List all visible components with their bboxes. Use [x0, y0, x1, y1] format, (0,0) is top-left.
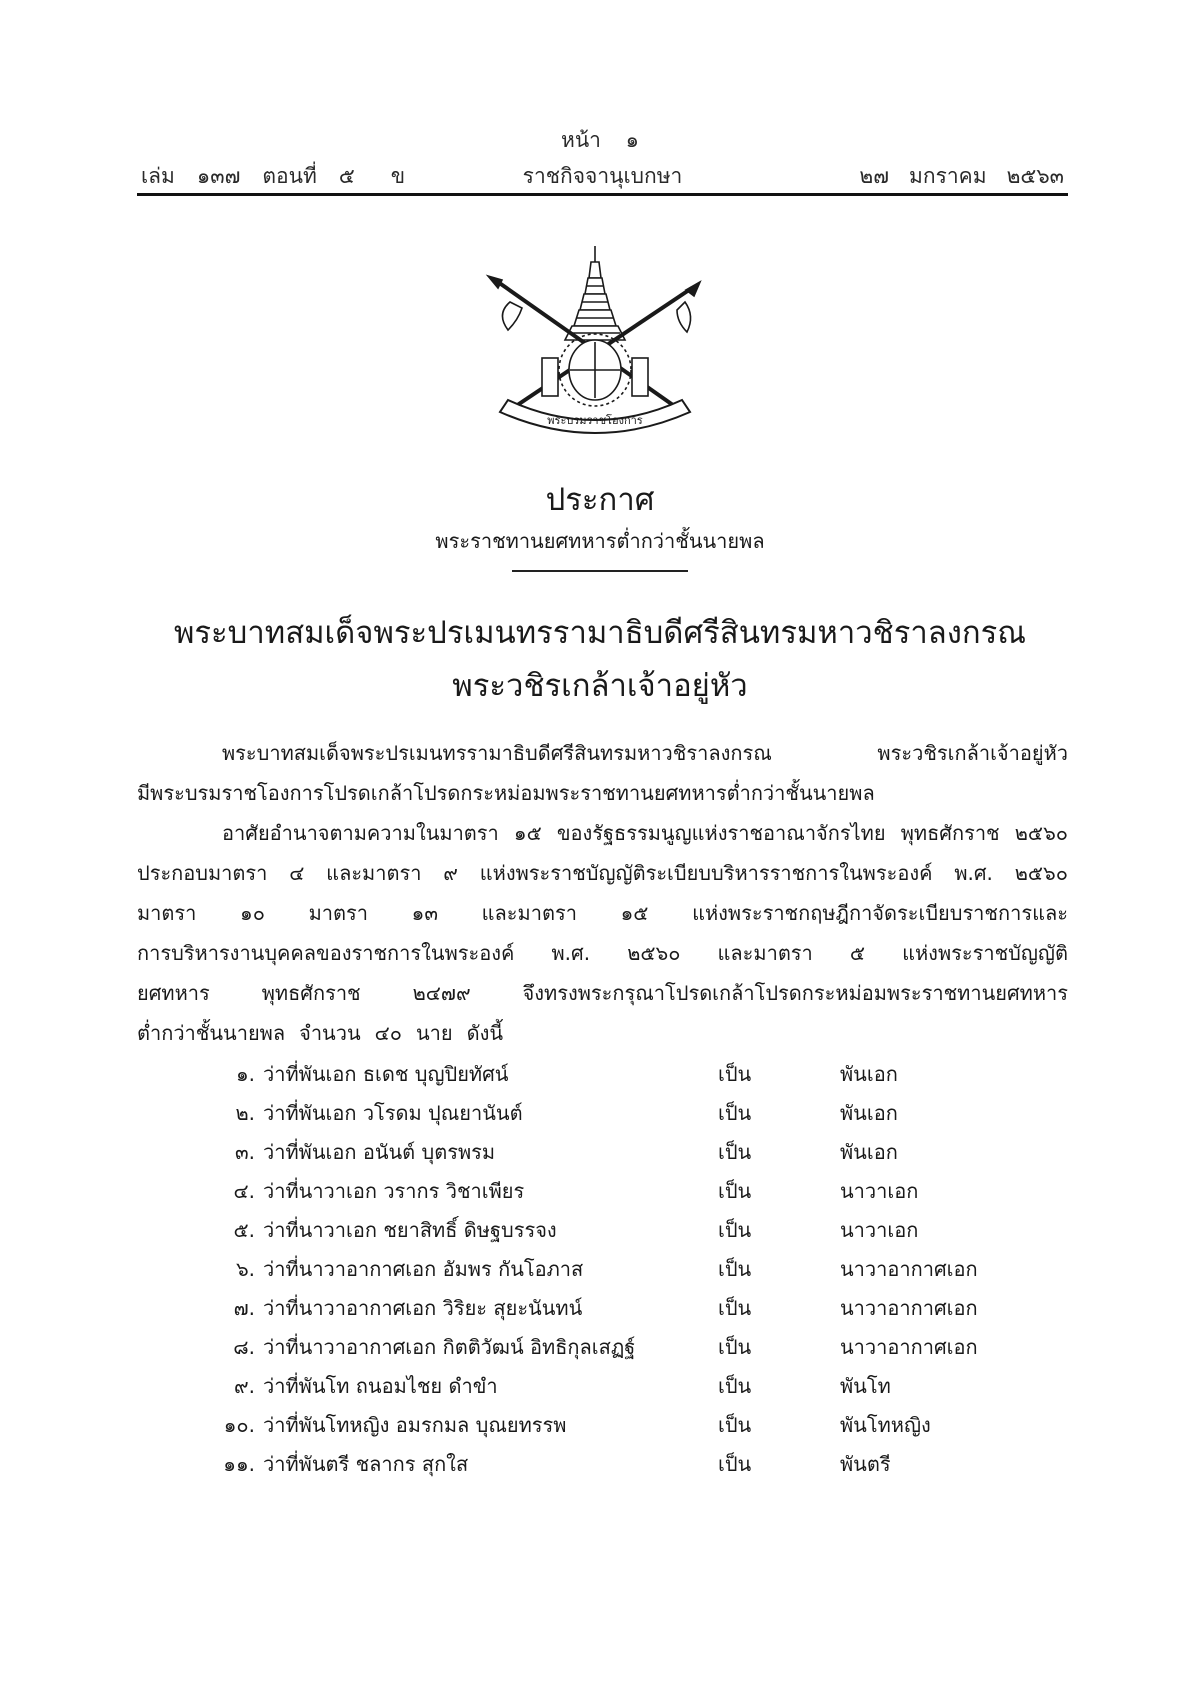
item-connector: เป็น [718, 1140, 752, 1164]
publication-date [859, 160, 1064, 193]
page-label: หน้า [560, 128, 601, 152]
item-connector: เป็น [718, 1452, 752, 1476]
list-item [0, 1253, 1200, 1285]
item-connector: เป็น [718, 1374, 752, 1398]
body-line-3: อาศัยอำนาจตามความในมาตรา ๑๕ ของรัฐธรรมนูญแห่งราชอาณาจักรไทย พุทธศักราช ๒๕๖๐ [222, 821, 1068, 845]
item-number: ๖. [235, 1257, 255, 1281]
body-line-6: การบริหารงานบุคคลของราชการในพระองค์ พ.ศ. ๒๕๖๐ และมาตรา ๕ แห่งพระราชบัญญัติ [137, 941, 1068, 965]
announcement-subtitle: พระราชทานยศทหารต่ำกว่าชั้นนายพล [435, 529, 765, 553]
volume-label: เล่ม [141, 164, 175, 188]
item-rank: นาวาอากาศเอก [840, 1257, 978, 1281]
item-connector: เป็น [718, 1062, 752, 1086]
item-number: ๕. [233, 1218, 255, 1242]
list-item [0, 1058, 1200, 1090]
item-rank: นาวาเอก [840, 1218, 919, 1242]
item-number: ๙. [233, 1374, 255, 1398]
item-rank: พันเอก [840, 1101, 898, 1125]
announcement-title: ประกาศ [545, 482, 655, 518]
list-item [0, 1175, 1200, 1207]
title-divider [512, 570, 688, 572]
item-connector: เป็น [718, 1413, 752, 1437]
header-divider [137, 193, 1068, 196]
date-month: มกราคม [909, 164, 987, 188]
list-item [0, 1292, 1200, 1324]
body-line-2: มีพระบรมราชโองการโปรดเกล้าโปรดกระหม่อมพระราชทานยศทหารต่ำกว่าชั้นนายพล [137, 781, 875, 805]
item-number: ๓. [234, 1140, 255, 1164]
item-name: ว่าที่พันตรี ชลากร สุกใส [263, 1452, 469, 1476]
list-item [0, 1097, 1200, 1129]
item-name: ว่าที่พันเอก วโรดม ปุณยานันต์ [263, 1101, 523, 1125]
item-rank: พันโท [840, 1374, 891, 1398]
item-rank: พันเอก [840, 1140, 898, 1164]
item-number: ๔. [233, 1179, 255, 1203]
body-line-7: ยศทหาร พุทธศักราช ๒๔๗๙ จึงทรงพระกรุณาโปรดเกล้าโปรดกระหม่อมพระราชทานยศทหาร [137, 981, 1068, 1005]
body-line-1: พระบาทสมเด็จพระปรเมนทรรามาธิบดีศรีสินทรมหาวชิราลงกรณ พระวชิรเกล้าเจ้าอยู่หัว [222, 741, 1068, 765]
item-name: ว่าที่พันโทหญิง อมรกมล บุณยทรรพ [263, 1413, 567, 1437]
item-connector: เป็น [718, 1101, 752, 1125]
volume-number: ๑๓๗ [196, 164, 241, 188]
item-number: ๗. [233, 1296, 255, 1320]
body-line-8: ต่ำกว่าชั้นนายพล จำนวน ๔๐ นาย ดังนี้ [137, 1021, 504, 1045]
list-item [0, 1370, 1200, 1402]
date-year: ๒๕๖๓ [1006, 164, 1064, 188]
king-name-line-2: พระวชิรเกล้าเจ้าอยู่หัว [452, 668, 748, 704]
king-name-line-1: พระบาทสมเด็จพระปรเมนทรรามาธิบดีศรีสินทรมหาวชิราลงกรณ [173, 615, 1027, 651]
body-line-5: มาตรา ๑๐ มาตรา ๑๓ และมาตรา ๑๕ แห่งพระราชกฤษฎีกาจัดระเบียบราชการและ [137, 901, 1068, 925]
emblem-ribbon-text: พระบรมราชโองการ [547, 414, 643, 427]
item-name: ว่าที่นาวาอากาศเอก อัมพร กันโอภาส [263, 1257, 584, 1281]
section-type: ข [390, 164, 406, 188]
item-number: ๒. [235, 1101, 255, 1125]
running-header [137, 160, 1068, 190]
item-rank: พันโทหญิง [840, 1413, 931, 1437]
item-connector: เป็น [718, 1257, 752, 1281]
item-rank: นาวาเอก [840, 1179, 919, 1203]
item-name: ว่าที่นาวาเอก ชยาสิทธิ์ ดิษฐบรรจง [263, 1218, 557, 1242]
section-label: ตอนที่ [262, 164, 317, 188]
item-rank: นาวาอากาศเอก [840, 1296, 978, 1320]
item-name: ว่าที่นาวาอากาศเอก กิตติวัฒน์ อิทธิกุลเสฏฐ์ [263, 1335, 636, 1359]
item-connector: เป็น [718, 1218, 752, 1242]
item-name: ว่าที่นาวาเอก วรากร วิชาเพียร [263, 1179, 525, 1203]
page-number [0, 124, 1200, 157]
list-item [0, 1409, 1200, 1441]
list-item [0, 1136, 1200, 1168]
page-number-value: ๑ [625, 128, 640, 152]
list-item [0, 1331, 1200, 1363]
body-line-4: ประกอบมาตรา ๔ และมาตรา ๙ แห่งพระราชบัญญัติระเบียบบริหารราชการในพระองค์ พ.ศ. ๒๕๖๐ [137, 861, 1068, 885]
item-name: ว่าที่พันเอก อนันต์ บุตรพรม [263, 1140, 496, 1164]
royal-emblem-icon [480, 240, 710, 435]
item-rank: พันเอก [840, 1062, 898, 1086]
item-rank: นาวาอากาศเอก [840, 1335, 978, 1359]
section-number: ๕ [338, 164, 355, 188]
date-day: ๒๗ [859, 164, 890, 188]
item-name: ว่าที่พันโท ถนอมไชย ดำขำ [263, 1374, 498, 1398]
item-number: ๑๐. [223, 1413, 255, 1437]
item-connector: เป็น [718, 1335, 752, 1359]
list-item [0, 1214, 1200, 1246]
item-connector: เป็น [718, 1296, 752, 1320]
item-connector: เป็น [718, 1179, 752, 1203]
list-item [0, 1448, 1200, 1480]
item-name: ว่าที่นาวาอากาศเอก วิริยะ สุยะนันทน์ [263, 1296, 583, 1320]
item-number: ๑. [235, 1062, 255, 1086]
item-number: ๘. [233, 1335, 255, 1359]
item-number: ๑๑. [223, 1452, 255, 1476]
item-rank: พันตรี [840, 1452, 891, 1476]
item-name: ว่าที่พันเอก ธเดช บุญปิยทัศน์ [263, 1062, 509, 1086]
publication-name: ราชกิจจานุเบกษา [522, 164, 683, 188]
